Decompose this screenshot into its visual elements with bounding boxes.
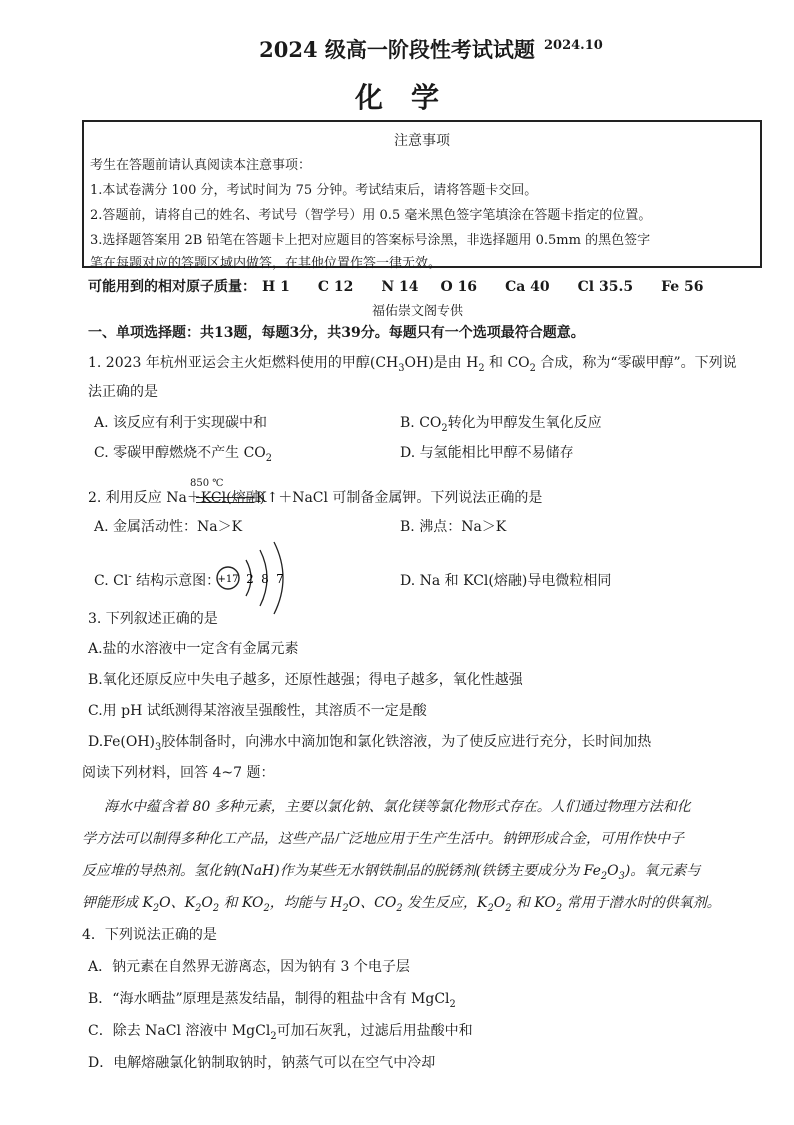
reaction-condition: 850 ℃ — [190, 478, 224, 489]
q1-stem: 1. 2023 年杭州亚运会主火炬燃料使用的甲醇$(CH_3OH)$是由 $H_2$ 和 $CO_2$ 合成，称为“零碳甲醇”。下列说 — [88, 355, 737, 374]
notice-line: 1.本试卷满分 100 分，考试时间为 75 分钟。考试结束后，请将答题卡交回。 — [90, 183, 538, 198]
q3-option-b: B.氧化还原反应中失电子越多，还原性越强；得电子越多，氧化性越强 — [88, 672, 523, 688]
q3-option-a: A.盐的水溶液中一定含有金属元素 — [88, 641, 299, 657]
q4-option-b: B．“海水晒盐”原理是蒸发结晶，制得的粗盐中含有 MgCl$_2$ — [88, 991, 456, 1010]
q1-option-b: B. $CO_2$转化为甲醇发生氧化反应 — [400, 415, 602, 434]
chlorine-ion-structure-diagram — [216, 538, 306, 618]
notice-line: 2.答题前，请将自己的姓名、考试号（智学号）用 0.5 毫米黑色签字笔填涂在答题卡指定的位置。 — [90, 208, 652, 223]
q2-option-b: B. 沸点：Na＞K — [400, 519, 507, 535]
reading-paragraph-line: 钾能形成 $K_2O$、$K_2O_2$ 和 $KO_2$，均能与 $H_2O$、$CO_2$ 发生反应，$K_2O_2$ 和 $KO_2$ 常用于潜水时的供氧剂。 — [82, 895, 721, 914]
notice-box — [82, 120, 762, 271]
atomic-mass-item: N 14 — [381, 279, 419, 295]
reading-paragraph-line: 学方法可以制得多种化工产品，这些产品广泛地应用于生产生活中。钠钾形成合金，可用作快中子 — [82, 831, 684, 847]
q3-option-c: C.用 pH 试纸测得某溶液呈强酸性，其溶质不一定是酸 — [88, 703, 427, 719]
q4-stem: 4．下列说法正确的是 — [82, 927, 217, 943]
q2-option-d: D. Na 和 KCl(熔融)导电微粒相同 — [400, 573, 612, 589]
q2-option-c: C. Cl- 结构示意图： — [94, 571, 221, 589]
provider-note: 福佑崇文阁专供 — [372, 304, 464, 319]
notice-line: 3.选择题答案用 2B 铅笔在答题卡上把对应题目的答案标号涂黑，非选择题用 0.5mm 的黑色签字 — [90, 233, 651, 248]
reading-paragraph-line: 反应堆的导热剂。氢化钠(NaH)作为某些无水钢铁制品的脱锈剂(铁锈主要成分为 $Fe_2O_3$)。氧元素与 — [82, 863, 701, 882]
q1-option-a: A. 该反应有利于实现碳中和 — [94, 415, 268, 431]
atomic-masses-label: 可能用到的相对原子质量： — [88, 279, 256, 295]
notice-line: 笔在每题对应的答题区域内做答，在其他位置作答一律无效。 — [90, 256, 442, 271]
exam-date: 2024.10 — [544, 38, 603, 53]
subject-title: 化学 — [354, 81, 467, 114]
q2-stem-b: K↑＋NaCl 可制备金属钾。下列说法正确的是 — [256, 490, 543, 506]
notice-title: 注意事项 — [394, 133, 450, 149]
shell-electrons: 2 — [246, 572, 254, 586]
reading-paragraph-line: 海水中蕴含着 80 多种元素，主要以氯化钠、氯化镁等氯化物形式存在。人们通过物理方法和化 — [104, 799, 691, 815]
q2-stem-a: 2. 利用反应 Na＋KCl(熔融) — [88, 490, 266, 506]
shell-electrons: 7 — [276, 572, 284, 586]
atomic-mass-item: O 16 — [440, 279, 478, 295]
q3-stem: 3. 下列叙述正确的是 — [88, 611, 218, 627]
notice-line: 考生在答题前请认真阅读本注意事项： — [90, 158, 312, 173]
exam-title: 2024 级高一阶段性考试试题 — [259, 37, 535, 62]
q1-option-c: C. 零碳甲醇燃烧不产生 $CO_2$ — [94, 445, 272, 464]
atomic-mass-item: Fe 56 — [661, 279, 704, 295]
q1-stem-cont: 法正确的是 — [88, 384, 158, 400]
atomic-mass-item: H 1 — [262, 279, 290, 295]
section-heading: 一、单项选择题：共13题，每题3分，共39分。每题只有一个选项最符合题意。 — [88, 325, 585, 341]
shell-electrons: 8 — [261, 572, 269, 586]
q3-option-d: $D.Fe(OH)_3$胶体制备时，向沸水中滴加饱和氯化铁溶液，为了使反应进行充分，长时间加热 — [88, 734, 652, 753]
q4-option-a: A．钠元素在自然界无游离态，因为钠有 3 个电子层 — [88, 959, 410, 975]
nucleus-charge: +17 — [217, 574, 239, 585]
q4-option-d: D．电解熔融氯化钠制取钠时，钠蒸气可以在空气中冷却 — [88, 1055, 436, 1071]
atomic-mass-item: Ca 40 — [505, 279, 550, 295]
reading-intro: 阅读下列材料，回答 4~7 题： — [82, 765, 275, 781]
q2-option-a: A. 金属活动性：Na＞K — [94, 519, 243, 535]
q4-option-c: C．除去 NaCl 溶液中 MgCl$_2$可加石灰乳，过滤后用盐酸中和 — [88, 1023, 473, 1042]
q1-option-d: D. 与氢能相比甲醇不易储存 — [400, 445, 574, 461]
atomic-mass-item: C 12 — [317, 279, 354, 295]
atomic-mass-item: Cl 35.5 — [577, 279, 634, 295]
atomic-masses — [88, 276, 704, 296]
